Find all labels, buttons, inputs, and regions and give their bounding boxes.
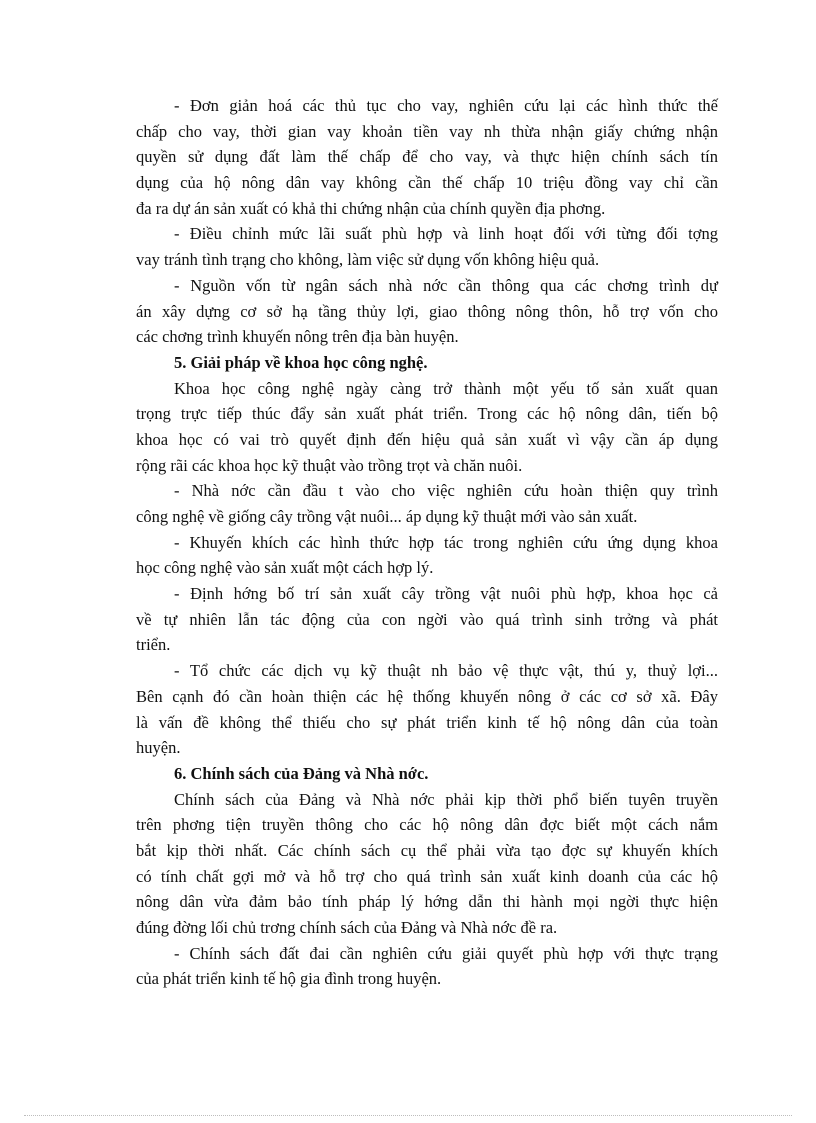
text-line: - Nguồn vốn từ ngân sách nhà nớc cần thông qua các chơng trình dự [174, 275, 718, 295]
paragraph-state-budget [136, 273, 718, 350]
text-line: bắt kịp thời nhất. Các chính sách cụ thể phải vừa tạo đợc sự khuyến khích [136, 840, 718, 860]
paragraph-interest-rate [136, 221, 718, 272]
text-line: quyền sử dụng đất làm thế chấp để cho vay, và thực hiện chính sách tín [136, 147, 718, 167]
text-line: - Tổ chức các dịch vụ kỹ thuật nh bảo vệ thực vật, thú y, thuỷ lợi... [174, 661, 718, 681]
text-line: - Đơn giản hoá các thủ tục cho vay, nghiên cứu lại các hình thức thế [174, 96, 718, 115]
text-line: Chính sách của Đảng và Nhà nớc phải kịp thời phổ biến tuyên truyền [174, 789, 718, 809]
paragraph-state-investment [136, 478, 718, 529]
text-line: là vấn đề không thể thiếu cho sự phát triển kinh tế hộ nông dân của toàn [136, 712, 718, 732]
text-line: các chơng trình khuyến nông trên địa bàn huyện. [136, 327, 459, 347]
text-line: học công nghệ vào sản xuất một cách hợp lý. [136, 558, 434, 578]
page-bottom-divider [24, 1115, 792, 1116]
text-line: - Khuyến khích các hình thức hợp tác trong nghiên cứu ứng dụng khoa [174, 532, 718, 552]
text-line: đa ra dự án sản xuất có khả thi chứng nhận của chính quyền địa phơng. [136, 198, 606, 218]
text-line: có tính chất gợi mở và hỗ trợ cho quá trình sản xuất kinh doanh của các hộ [136, 866, 718, 886]
text-line: - Nhà nớc cần đầu t vào cho việc nghiên cứu hoàn thiện quy trình [174, 481, 718, 501]
text-line: - Điều chỉnh mức lãi suất phù hợp và linh hoạt đối với từng đối tợng [174, 224, 718, 244]
text-line: trọng trực tiếp thúc đẩy sản xuất phát triển. Trong các hộ nông dân, tiến bộ [136, 404, 718, 424]
paragraph-cooperation [136, 530, 718, 581]
text-line: - Định hớng bố trí sản xuất cây trồng vật nuôi phù hợp, khoa học cả [174, 584, 718, 604]
text-line: về tự nhiên lẫn tác động của con ngời vào quá trình sinh trởng và phát [136, 609, 718, 629]
text-line: khoa học có vai trò quyết định đến hiệu quả sản xuất vì vậy cần áp dụng [136, 429, 718, 449]
paragraph-science-intro [136, 376, 718, 479]
section-heading-party-state-policy: 6. Chính sách của Đảng và Nhà nớc. [174, 763, 429, 783]
text-line: đúng đờng lối chủ trơng chính sách của Đảng và Nhà nớc đề ra. [136, 918, 558, 937]
paragraph-land-policy [136, 941, 718, 992]
text-line: huyện. [136, 738, 181, 758]
paragraph-orientation [136, 581, 718, 658]
text-line: án xây dựng cơ sở hạ tầng thủy lợi, giao thông nông thôn, hỗ trợ vốn cho [136, 301, 718, 321]
text-line: vay tránh tình trạng cho không, làm việc sử dụng vốn không hiệu quả. [136, 250, 600, 270]
paragraph-loan-procedures [136, 93, 718, 221]
text-line: nông dân vừa đảm bảo tính pháp lý hớng dẫn thi hành mọi ngời thực hiện [136, 892, 718, 912]
text-line: trên phơng tiện truyền thông cho các hộ nông dân đợc biết một cách nắm [136, 815, 718, 835]
text-line: công nghệ về giống cây trồng vật nuôi... áp dụng kỹ thuật mới vào sản xuất. [136, 507, 638, 526]
text-line: rộng rãi các khoa học kỹ thuật vào trồng trọt và chăn nuôi. [136, 455, 523, 475]
document-page [136, 93, 718, 992]
text-line: của phát triển kinh tế hộ gia đình trong huyện. [136, 969, 442, 989]
section-heading-science-technology: 5. Giải pháp về khoa học công nghệ. [174, 352, 428, 372]
paragraph-policy-dissemination [136, 787, 718, 941]
text-line: dụng của hộ nông dân vay không cần thế chấp 10 triệu đồng vay chỉ cần [136, 173, 718, 193]
text-line: triển. [136, 635, 171, 655]
text-line: Khoa học công nghệ ngày càng trở thành một yếu tố sản xuất quan [174, 378, 718, 398]
text-line: Bên cạnh đó cần hoàn thiện các hệ thống khuyến nông ở các cơ sở xã. Đây [136, 686, 718, 706]
paragraph-technical-services [136, 658, 718, 761]
text-line: chấp cho vay, thời gian vay khoản tiền vay nh thừa nhận giấy chứng nhận [136, 121, 718, 141]
text-line: - Chính sách đất đai cần nghiên cứu giải quyết phù hợp với thực trạng [174, 943, 718, 963]
